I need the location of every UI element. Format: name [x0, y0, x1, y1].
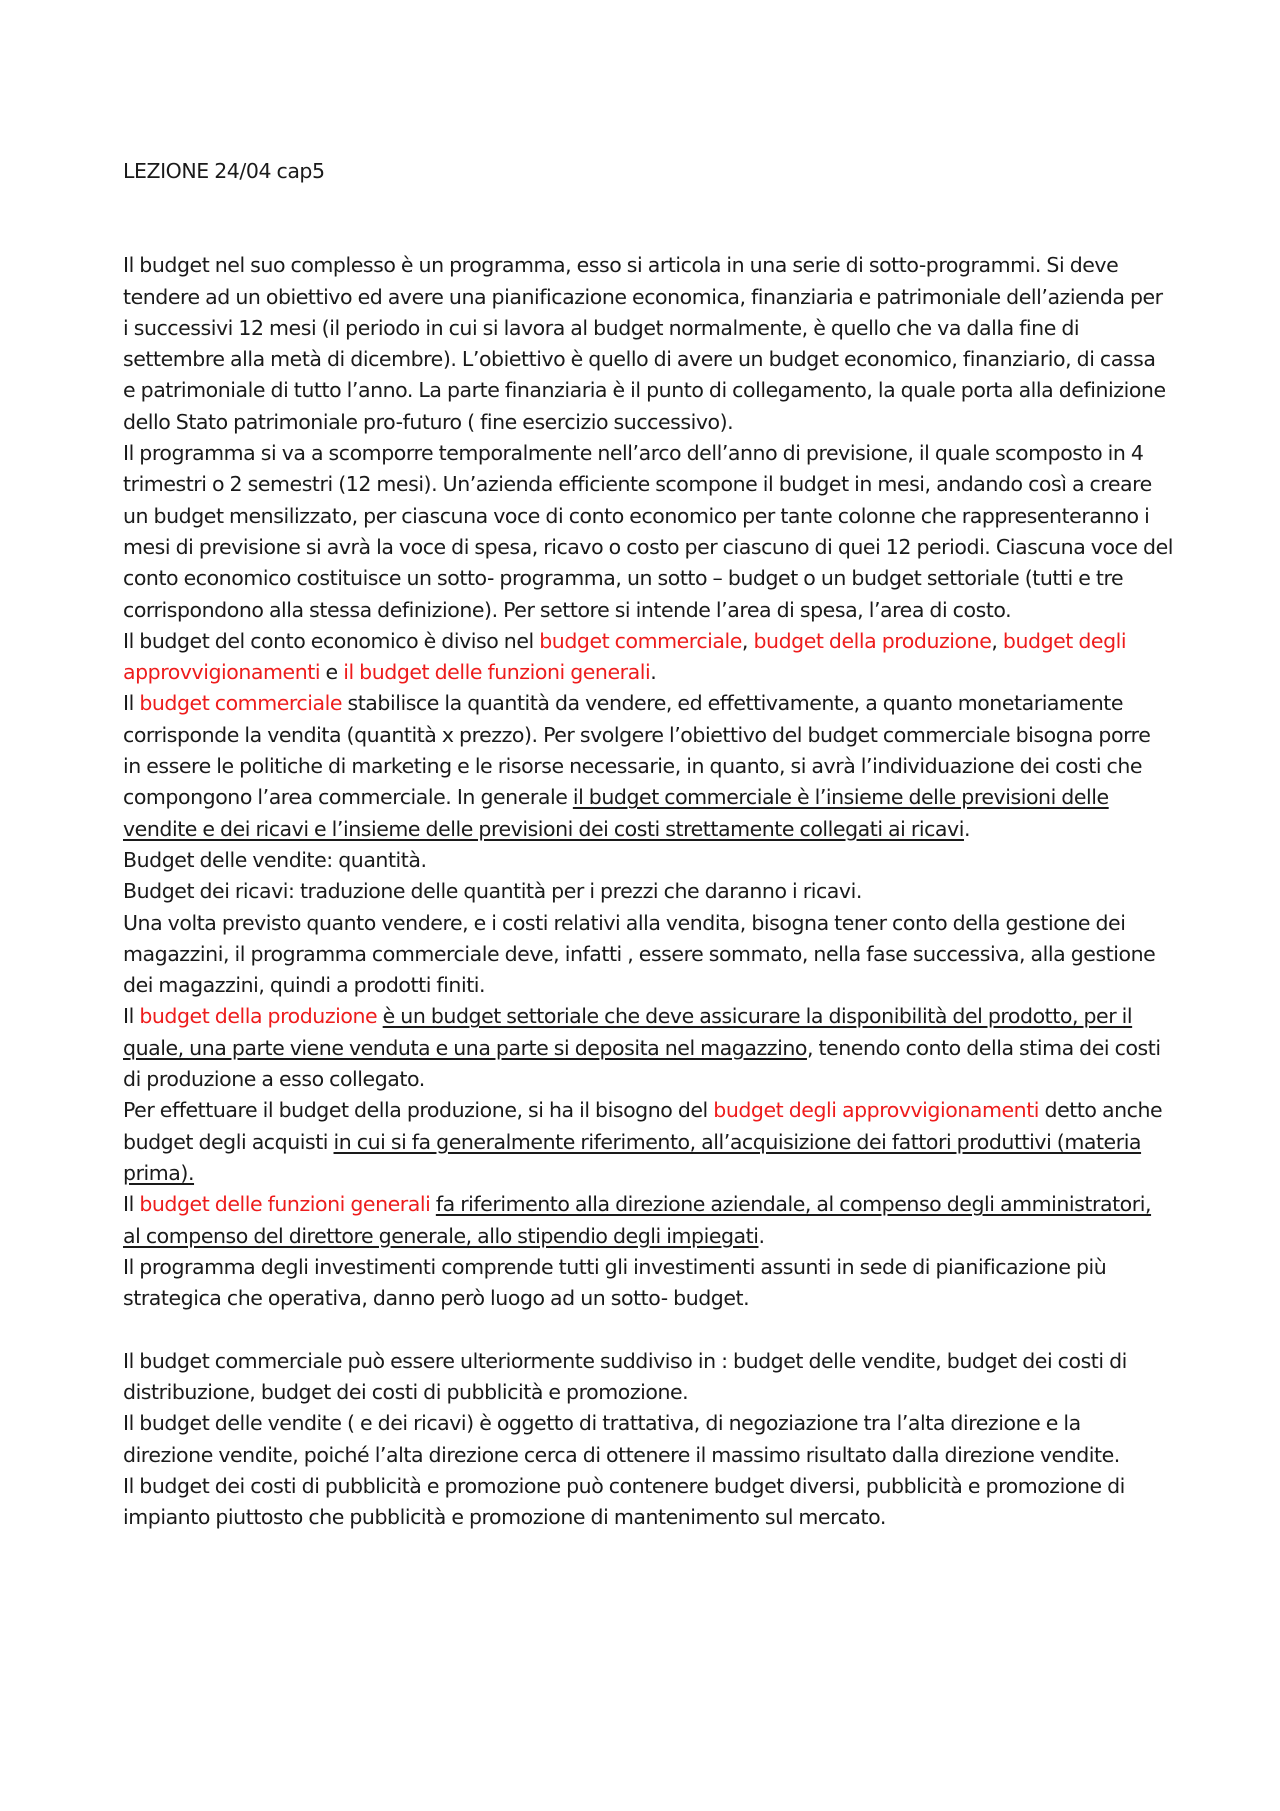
paragraph-budget-produzione [123, 1001, 1173, 1095]
text-run: Per effettuare il budget della produzione, si ha il bisogno del [123, 1098, 714, 1123]
highlight-budget-approvvigionamenti: budget degli approvvigionamenti [123, 628, 1127, 685]
highlight-budget-commerciale: budget commerciale [539, 628, 742, 653]
highlight-budget-funzioni-generali: budget delle funzioni generali [139, 1192, 431, 1217]
blank-line [123, 1314, 1173, 1345]
paragraph-budget-approvvigionamenti [123, 1095, 1173, 1189]
highlight-budget-approvvigionamenti: budget degli approvvigionamenti [713, 1098, 1040, 1123]
text-run: , tenendo conto della stima dei costi di produzione a esso collegato. [123, 1035, 1161, 1092]
highlight-budget-produzione: budget della produzione [753, 628, 992, 653]
text-run: , [991, 628, 1003, 653]
paragraph-investimenti: Il programma degli investimenti comprende tutti gli investimenti assunti in sede di pianificazione più strategica che operativa, danno però luogo ad un sotto- budget. [123, 1254, 1107, 1311]
text-run: detto anche budget degli acquisti [123, 1098, 1163, 1154]
text-run: Il budget del conto economico è diviso nel [123, 628, 540, 653]
text-run: , [741, 628, 754, 653]
paragraph-pubblicita-promozione: Il budget dei costi di pubblicità e promozione può contenere budget diversi, pubblicità e promozione di impianto piuttosto che pubblicità e promozione di mantenimento sul mercato. [123, 1473, 1125, 1530]
paragraph-suddivisione-commerciale: Il budget commerciale può essere ulteriormente suddiviso in : budget delle vendite, budget dei costi di distribuzione, budget dei costi di pubblicità e promozione. [123, 1348, 1127, 1404]
paragraph-magazzini: Una volta previsto quanto vendere, e i costi relativi alla vendita, bisogna tener conto della gestione dei magazzini, il programma commerciale deve, infatti , essere sommato, nella fase successiva, alla gestione dei magazzini, quindi a prodotti finiti. [123, 910, 1156, 998]
document-title: LEZIONE 24/04 cap5 [123, 159, 325, 183]
paragraph-budget-ricavi: Budget dei ricavi: traduzione delle quantità per i prezzi che daranno i ricavi. [123, 879, 862, 904]
underlined-definition: in cui si fa generalmente riferimento, all’acquisizione dei fattori produttivi (materia prima). [123, 1129, 1142, 1185]
paragraph-budget-division [123, 626, 1173, 689]
paragraph-temporal-breakdown: Il programma si va a scomporre temporalmente nell’arco dell’anno di previsione, il quale scomposto in 4 trimestri o 2 semestri (12 mesi). Un’azienda efficiente scompone il budget in mesi, andando così a creare un budget mensilizzato, per ciascuna voce di conto economico per tante colonne che rappresenteranno i mesi di previsione si avrà la voce di spesa, ricavo o costo per ciascuno di quei 12 periodi. Ciascuna voce del conto economico costituisce un sotto- programma, un sotto – budget o un budget settoriale (tutti e tre corrispondono alla stessa definizione). Per settore si intende l’area di spesa, l’area di costo. [123, 441, 1173, 622]
text-run: Il [123, 1004, 140, 1029]
text-run: . [758, 1223, 765, 1248]
highlight-budget-funzioni-generali: il budget delle funzioni generali [343, 660, 651, 685]
underlined-definition: fa riferimento alla direzione aziendale, al compenso degli amministratori, al compenso del direttore generale, allo stipendio degli impiegati [123, 1192, 1152, 1248]
text-run: stabilisce la quantità da vendere, ed effettivamente, a quanto monetariamente corrisponde la vendita (quantità x prezzo). Per svolgere l’obiettivo del budget commerciale bisogna porre in essere le politiche di marketing e le risorse necessarie, in quanto, si avrà l’individuazione dei costi che compongono l’area commerciale. In generale [123, 691, 1151, 810]
paragraph-budget-vendite: Budget delle vendite: quantità. [123, 847, 427, 872]
highlight-budget-commerciale: budget commerciale [139, 691, 342, 716]
text-run: Il [123, 1192, 140, 1217]
highlight-budget-produzione: budget della produzione [139, 1004, 378, 1029]
underlined-definition: è un budget settoriale che deve assicurare la disponibilità del prodotto, per il quale, una parte viene venduta e una parte si deposita nel magazzino [123, 1004, 1133, 1060]
text-run: e [320, 660, 344, 685]
underlined-definition: il budget commerciale è l’insieme delle previsioni delle vendite e dei ricavi e l’insieme delle previsioni dei costi strettamente collegati ai ricavi [123, 785, 1109, 841]
text-run: . [963, 816, 971, 841]
paragraph-intro: Il budget nel suo complesso è un programma, esso si articola in una serie di sotto-programmi. Si deve tendere ad un obiettivo ed avere una pianificazione economica, finanziaria e patrimoniale dell’azienda per i successivi 12 mesi (il periodo in cui si lavora al budget normalmente, è quello che va dalla fine di settembre alla metà di dicembre). L’obiettivo è quello di avere un budget economico, finanziario, di cassa e patrimoniale di tutto l’anno. La parte finanziaria è il punto di collegamento, la quale porta alla definizione dello Stato patrimoniale pro-futuro ( fine esercizio successivo). [123, 253, 1166, 434]
paragraph-trattativa-vendite: Il budget delle vendite ( e dei ricavi) è oggetto di trattativa, di negoziazione tra l’alta direzione e la direzione vendite, poiché l’alta direzione cerca di ottenere il massimo risultato dalla direzione vendite. [123, 1411, 1120, 1467]
text-run: . [650, 660, 657, 685]
paragraph-budget-funzioni-generali [123, 1189, 1173, 1252]
text-run: Il [123, 691, 140, 716]
paragraph-budget-commerciale [123, 688, 1173, 844]
document-body [123, 156, 1173, 1533]
